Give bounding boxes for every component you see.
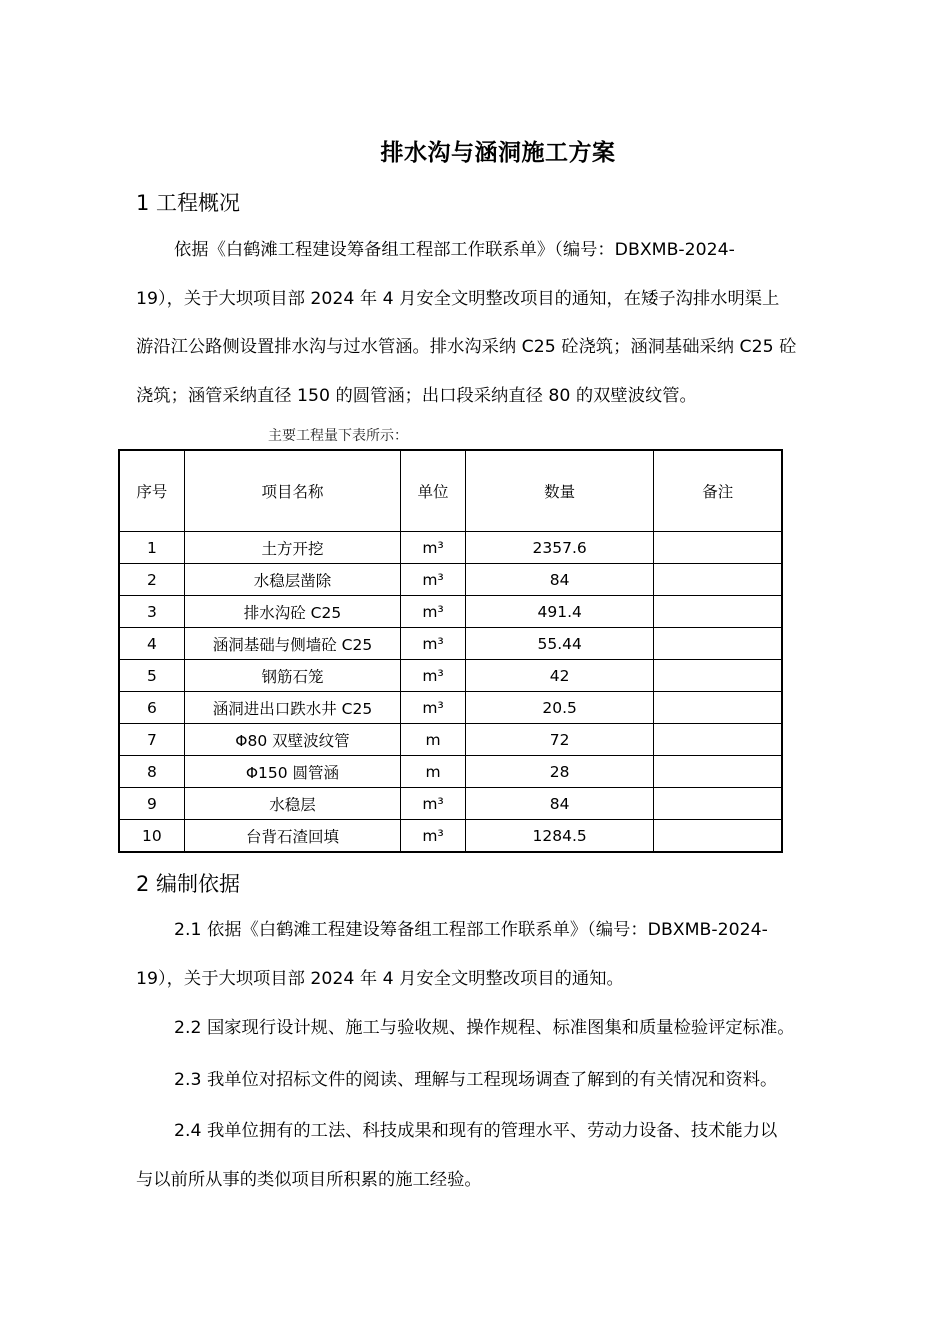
- cell-remark: [654, 756, 782, 788]
- header-cell-index: 序号: [119, 450, 184, 532]
- cell-index: 10: [119, 820, 184, 853]
- table-row: [119, 564, 782, 596]
- table-row: [119, 532, 782, 564]
- header-cell-unit: 单位: [401, 450, 466, 532]
- section-1-heading: 1 工程概况: [136, 191, 241, 215]
- cell-index: 8: [119, 756, 184, 788]
- cell-unit: m: [401, 724, 466, 756]
- section-2-item-4: [136, 1107, 860, 1204]
- cell-unit: m³: [401, 596, 466, 628]
- table-caption: 主要工程量下表所示：: [268, 428, 408, 444]
- cell-quantity: 84: [465, 564, 653, 596]
- cell-item: 涵洞进出口跌水井 C25: [184, 692, 400, 724]
- cell-item: 水稳层: [184, 788, 400, 820]
- paragraph-line: 19），关于大坝项目部 2024 年 4 月安全文明整改项目的通知。: [136, 968, 624, 989]
- table-row: [119, 724, 782, 756]
- cell-remark: [654, 596, 782, 628]
- paragraph-line: 浇筑；涵管采纳直径 150 的圆管涵；出口段采纳直径 80 的双壁波纹管。: [136, 385, 697, 406]
- cell-item: 钢筋石笼: [184, 660, 400, 692]
- cell-quantity: 55.44: [465, 628, 653, 660]
- cell-index: 5: [119, 660, 184, 692]
- section-1-paragraph: [136, 226, 860, 420]
- table-row: [119, 788, 782, 820]
- table-row: [119, 756, 782, 788]
- paragraph-line: 2.1 依据《白鹤滩工程建设筹备组工程部工作联系单》（编号：DBXMB-2024-: [174, 920, 768, 940]
- cell-index: 7: [119, 724, 184, 756]
- cell-unit: m³: [401, 564, 466, 596]
- cell-unit: m³: [401, 692, 466, 724]
- header-cell-remark: 备注: [654, 450, 782, 532]
- header-cell-quantity: 数量: [465, 450, 653, 532]
- table-row: [119, 596, 782, 628]
- cell-index: 6: [119, 692, 184, 724]
- paragraph-line: 2.4 我单位拥有的工法、科技成果和现有的管理水平、劳动力设备、技术能力以: [174, 1121, 778, 1141]
- cell-unit: m³: [401, 820, 466, 853]
- table-row: [119, 692, 782, 724]
- cell-remark: [654, 532, 782, 564]
- cell-quantity: 20.5: [465, 692, 653, 724]
- quantities-table: [118, 449, 783, 853]
- cell-remark: [654, 820, 782, 853]
- cell-remark: [654, 660, 782, 692]
- cell-index: 2: [119, 564, 184, 596]
- cell-unit: m³: [401, 532, 466, 564]
- cell-item: Φ150 圆管涵: [184, 756, 400, 788]
- cell-item: Φ80 双壁波纹管: [184, 724, 400, 756]
- cell-quantity: 491.4: [465, 596, 653, 628]
- cell-quantity: 84: [465, 788, 653, 820]
- paragraph-line: 2.3 我单位对招标文件的阅读、理解与工程现场调查了解到的有关情况和资料。: [174, 1070, 778, 1090]
- cell-quantity: 72: [465, 724, 653, 756]
- cell-item: 涵洞基础与侧墙砼 C25: [184, 628, 400, 660]
- section-2-item-1: [136, 906, 860, 1003]
- cell-remark: [654, 724, 782, 756]
- cell-unit: m³: [401, 660, 466, 692]
- table-row: [119, 820, 782, 853]
- cell-item: 水稳层凿除: [184, 564, 400, 596]
- document-title: 排水沟与涵洞施工方案: [380, 140, 616, 166]
- paragraph-line: 19），关于大坝项目部 2024 年 4 月安全文明整改项目的通知，在矮子沟排水明渠上: [136, 288, 780, 309]
- cell-remark: [654, 692, 782, 724]
- table-header-row: [119, 450, 782, 532]
- cell-index: 4: [119, 628, 184, 660]
- cell-quantity: 28: [465, 756, 653, 788]
- section-2-item-3: [136, 1056, 860, 1105]
- section-2-heading: 2 编制依据: [136, 872, 241, 896]
- section-2-item-2: [136, 1004, 860, 1053]
- header-cell-item: 项目名称: [184, 450, 400, 532]
- table-row: [119, 660, 782, 692]
- paragraph-line: 2.2 国家现行设计规、施工与验收规、操作规程、标准图集和质量检验评定标准。: [174, 1018, 795, 1038]
- cell-quantity: 42: [465, 660, 653, 692]
- cell-remark: [654, 788, 782, 820]
- cell-unit: m³: [401, 628, 466, 660]
- cell-remark: [654, 628, 782, 660]
- cell-quantity: 2357.6: [465, 532, 653, 564]
- cell-index: 9: [119, 788, 184, 820]
- table-row: [119, 628, 782, 660]
- paragraph-line: 依据《白鹤滩工程建设筹备组工程部工作联系单》（编号：DBXMB-2024-: [174, 240, 735, 260]
- paragraph-line: 与以前所从事的类似项目所积累的施工经验。: [136, 1169, 482, 1190]
- paragraph-line: 游沿江公路侧设置排水沟与过水管涵。排水沟采纳 C25 砼浇筑；涵洞基础采纳 C25 砼: [136, 337, 797, 357]
- cell-remark: [654, 564, 782, 596]
- cell-quantity: 1284.5: [465, 820, 653, 853]
- cell-item: 土方开挖: [184, 532, 400, 564]
- cell-unit: m³: [401, 788, 466, 820]
- cell-index: 3: [119, 596, 184, 628]
- cell-item: 排水沟砼 C25: [184, 596, 400, 628]
- cell-index: 1: [119, 532, 184, 564]
- cell-unit: m: [401, 756, 466, 788]
- cell-item: 台背石渣回填: [184, 820, 400, 853]
